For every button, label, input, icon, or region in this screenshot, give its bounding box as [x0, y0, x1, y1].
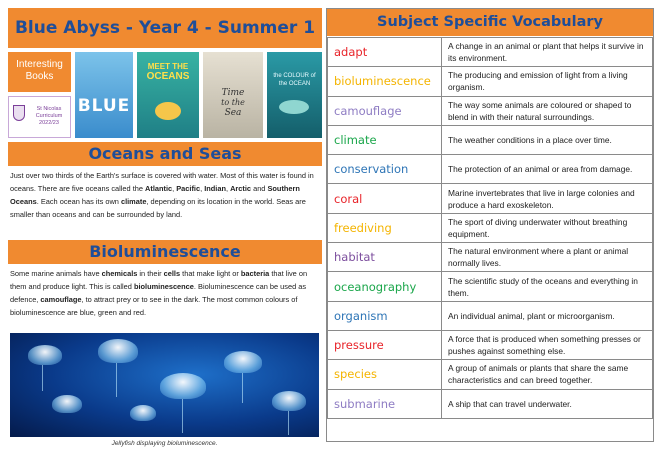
- vocab-row: [328, 272, 653, 301]
- vocab-definition: Marine invertebrates that live in large colonies and produce a hard exoskeleton.: [442, 184, 653, 213]
- vocab-definition: The way some animals are coloured or shaped to blend in with their natural surroundings.: [442, 96, 653, 125]
- book-title-line2: to the: [221, 98, 245, 107]
- vocab-row: [328, 243, 653, 272]
- book-title-line2: OCEANS: [146, 71, 190, 82]
- jellyfish: [272, 391, 306, 411]
- vocab-row: [328, 96, 653, 125]
- book-cover-meet-the-oceans: [137, 52, 199, 138]
- oceans-paragraph: Just over two thirds of the Earth's surface is covered with water. Most of this water is found in oceans. There are five oceans called the Atlantic, Pacific, Indian, Arctic and Southern Oceans. Each ocean has its own climate, depending on its location in the world. Seas are smaller than oceans and can be surrounded by land.: [10, 171, 314, 219]
- jellyfish-tentacle: [242, 373, 243, 403]
- vocab-word: submarine: [328, 389, 442, 418]
- jellyfish-tentacle: [182, 399, 183, 433]
- vocab-row: [328, 67, 653, 96]
- vocab-definition: A force that is produced when something presses or pushes against something else.: [442, 330, 653, 359]
- vocab-definition: An individual animal, plant or microorganism.: [442, 301, 653, 330]
- vocab-definition: A group of animals or plants that share the same characteristics and can breed together.: [442, 360, 653, 389]
- vocab-definition: A change in an animal or plant that helps it survive in its environment.: [442, 38, 653, 67]
- book-cover-blue: [75, 52, 133, 138]
- vocabulary-panel: [326, 8, 654, 442]
- jellyfish: [160, 373, 206, 399]
- vocab-word: species: [328, 360, 442, 389]
- book-title: the COLOUR of the OCEAN: [273, 73, 316, 87]
- vocab-word: coral: [328, 184, 442, 213]
- school-curriculum: Curriculum: [35, 113, 63, 119]
- school-year: 2022/23: [39, 120, 59, 126]
- vocab-row: [328, 155, 653, 184]
- book-title: BLUE: [77, 96, 131, 116]
- vocab-word: adapt: [328, 38, 442, 67]
- photo-caption: Jellyfish displaying bioluminescence.: [111, 440, 218, 447]
- interesting-books-strip: [8, 52, 322, 138]
- school-logo: [8, 96, 71, 138]
- books-label-line2: Books: [25, 71, 54, 82]
- submarine-illustration: [155, 102, 181, 120]
- school-name: St Nicolas: [36, 106, 62, 112]
- jellyfish: [130, 405, 156, 421]
- fish-illustration: [279, 100, 309, 114]
- book-cover-time-to-the-sea: [203, 52, 263, 138]
- vocab-row: [328, 330, 653, 359]
- book-title-line1: MEET THE: [147, 62, 189, 71]
- bioluminescence-heading: Bioluminescence: [8, 240, 322, 264]
- vocabulary-table: [327, 37, 653, 419]
- vocab-word: habitat: [328, 243, 442, 272]
- vocab-row: [328, 360, 653, 389]
- vocab-definition: The weather conditions in a place over time.: [442, 125, 653, 154]
- school-crest-icon: [13, 105, 25, 121]
- vocab-word: camouflage: [328, 96, 442, 125]
- vocab-word: climate: [328, 125, 442, 154]
- vocabulary-heading: Subject Specific Vocabulary: [327, 9, 653, 36]
- vocab-definition: The protection of an animal or area from damage.: [442, 155, 653, 184]
- page-title: Blue Abyss - Year 4 - Summer 1: [8, 8, 322, 48]
- books-label: [8, 52, 71, 92]
- jellyfish-tentacle: [42, 365, 43, 391]
- vocab-definition: The scientific study of the oceans and everything in them.: [442, 272, 653, 301]
- vocab-definition: The natural environment where a plant or animal normally lives.: [442, 243, 653, 272]
- jellyfish: [52, 395, 82, 413]
- jellyfish: [28, 345, 62, 365]
- jellyfish-photo: [10, 333, 319, 437]
- vocab-row: [328, 389, 653, 418]
- vocab-row: [328, 38, 653, 67]
- vocab-definition: A ship that can travel underwater.: [442, 389, 653, 418]
- oceans-heading: Oceans and Seas: [8, 142, 322, 166]
- jellyfish: [224, 351, 262, 373]
- vocab-row: [328, 125, 653, 154]
- vocab-definition: The producing and emission of light from a living organism.: [442, 67, 653, 96]
- vocab-word: oceanography: [328, 272, 442, 301]
- vocab-word: bioluminescence: [328, 67, 442, 96]
- jellyfish-tentacle: [116, 363, 117, 397]
- vocab-row: [328, 301, 653, 330]
- book-title-line1: Time: [221, 88, 245, 98]
- book-cover-colour-of-the-ocean: [267, 52, 322, 138]
- vocab-word: pressure: [328, 330, 442, 359]
- books-label-line1: Interesting: [16, 59, 63, 70]
- vocab-definition: The sport of diving underwater without breathing equipment.: [442, 213, 653, 242]
- bioluminescence-paragraph: Some marine animals have chemicals in their cells that make light or bacteria that live on them and produce light. This is called bioluminescence. Bioluminescence can be used as defence, camouflage, to attract prey or to see in the dark. The most common colours of bioluminescence are blue, green and red.: [10, 269, 308, 317]
- jellyfish-tentacle: [288, 411, 289, 435]
- vocab-word: organism: [328, 301, 442, 330]
- vocab-row: [328, 184, 653, 213]
- vocab-word: freediving: [328, 213, 442, 242]
- vocab-word: conservation: [328, 155, 442, 184]
- vocab-row: [328, 213, 653, 242]
- book-title-line3: Sea: [224, 108, 242, 118]
- jellyfish: [98, 339, 138, 363]
